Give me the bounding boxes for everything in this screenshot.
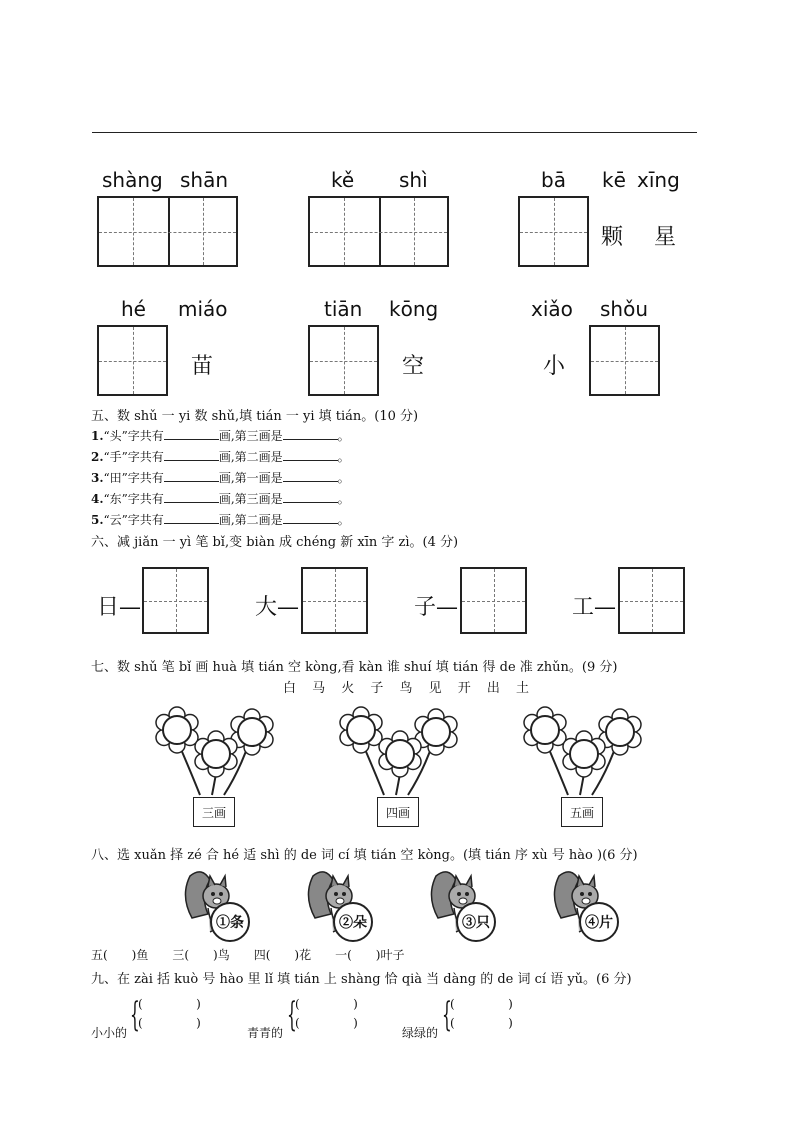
blank[interactable]: [164, 429, 219, 440]
section-8-title: 八、选 xuǎn 择 zé 合 hé 适 shì 的 de 词 cí 填 tián 空 kòng。(填 tián 序 xù 号 hào )(6 分): [91, 848, 638, 863]
answer-paren[interactable]: ( ): [138, 997, 201, 1011]
option-label: ④片: [585, 915, 613, 931]
brace: {: [441, 995, 452, 1035]
brace: {: [286, 995, 297, 1035]
section-7-title: 七、数 shǔ 笔 bǐ 画 huà 填 tián 空 kòng,看 kàn 谁 shuí 填 tián 得 de 准 zhǔn。(9 分): [91, 660, 618, 675]
source-char: 子—: [414, 595, 459, 620]
writing-grid[interactable]: [518, 196, 589, 267]
pinyin: tiān: [324, 297, 363, 321]
given-char: 空: [402, 354, 425, 379]
fill-line: 2.“手”字共有 画,第二画是 。: [91, 450, 350, 464]
blank[interactable]: [164, 471, 219, 482]
writing-grid[interactable]: [618, 567, 685, 634]
measure-word-line[interactable]: 五( )鱼 三( )鸟 四( )花 一( )叶子: [91, 948, 405, 962]
pinyin: hé: [121, 297, 146, 321]
pinyin: shì: [399, 168, 428, 192]
source-char: 大—: [255, 595, 300, 620]
option-label: ①条: [216, 915, 244, 931]
pinyin: shān: [180, 168, 229, 192]
squirrel-illustrations: [175, 866, 635, 946]
prompt-word: 小小的: [91, 1026, 128, 1040]
prompt-word: 绿绿的: [402, 1026, 439, 1040]
char-bank: 白 马 火 子 鸟 见 开 出 土: [283, 681, 536, 696]
fill-line: 3.“田”字共有 画,第一画是 。: [91, 471, 350, 485]
section-5-title: 五、数 shǔ 一 yi 数 shǔ,填 tián 一 yi 填 tián。(10 分): [91, 409, 419, 424]
writing-grid[interactable]: [97, 196, 238, 267]
writing-grid[interactable]: [142, 567, 209, 634]
pinyin: shàng: [102, 168, 163, 192]
blank[interactable]: [164, 492, 219, 503]
writing-grid[interactable]: [589, 325, 660, 396]
given-char: 苗: [191, 354, 214, 379]
given-chars: 颗 星: [601, 225, 688, 250]
answer-paren[interactable]: ( ): [295, 1016, 358, 1030]
pot-label: 五画: [561, 797, 603, 827]
pinyin: bā: [541, 168, 566, 192]
pot-label: 三画: [193, 797, 235, 827]
given-char: 小: [543, 354, 566, 379]
blank[interactable]: [283, 450, 338, 461]
section-6-title: 六、减 jiǎn 一 yì 笔 bǐ,变 biàn 成 chéng 新 xīn 字 zì。(4 分): [91, 535, 459, 550]
pinyin: xīng: [637, 168, 680, 192]
writing-grid[interactable]: [97, 325, 168, 396]
writing-grid[interactable]: [460, 567, 527, 634]
pinyin: miáo: [178, 297, 228, 321]
answer-paren[interactable]: ( ): [450, 997, 513, 1011]
blank[interactable]: [164, 450, 219, 461]
answer-paren[interactable]: ( ): [138, 1016, 201, 1030]
pinyin: kōng: [389, 297, 439, 321]
fill-line: 4.“东”字共有 画,第三画是 。: [91, 492, 350, 506]
source-char: 日—: [97, 595, 142, 620]
top-rule: [92, 132, 697, 133]
writing-grid[interactable]: [308, 325, 379, 396]
section-9-title: 九、在 zài 括 kuò 号 hào 里 lǐ 填 tián 上 shàng 恰 qià 当 dàng 的 de 词 cí 语 yǔ。(6 分): [91, 972, 632, 987]
source-char: 工—: [572, 595, 617, 620]
brace: {: [129, 995, 140, 1035]
pinyin: kě: [331, 168, 355, 192]
writing-grid[interactable]: [308, 196, 449, 267]
option-label: ③只: [462, 915, 490, 931]
fill-line: 5.“云”字共有 画,第二画是 。: [91, 513, 350, 527]
writing-grid[interactable]: [301, 567, 368, 634]
blank[interactable]: [283, 513, 338, 524]
pot-label: 四画: [377, 797, 419, 827]
prompt-word: 青青的: [247, 1026, 284, 1040]
pinyin: shǒu: [600, 297, 649, 321]
answer-paren[interactable]: ( ): [450, 1016, 513, 1030]
pinyin: xiǎo: [531, 297, 573, 321]
option-label: ②朵: [339, 915, 367, 931]
blank[interactable]: [283, 492, 338, 503]
answer-paren[interactable]: ( ): [295, 997, 358, 1011]
fill-line: 1.“头”字共有 画,第三画是 。: [91, 429, 350, 443]
blank[interactable]: [283, 471, 338, 482]
blank[interactable]: [164, 513, 219, 524]
pinyin: kē: [602, 168, 626, 192]
blank[interactable]: [283, 429, 338, 440]
